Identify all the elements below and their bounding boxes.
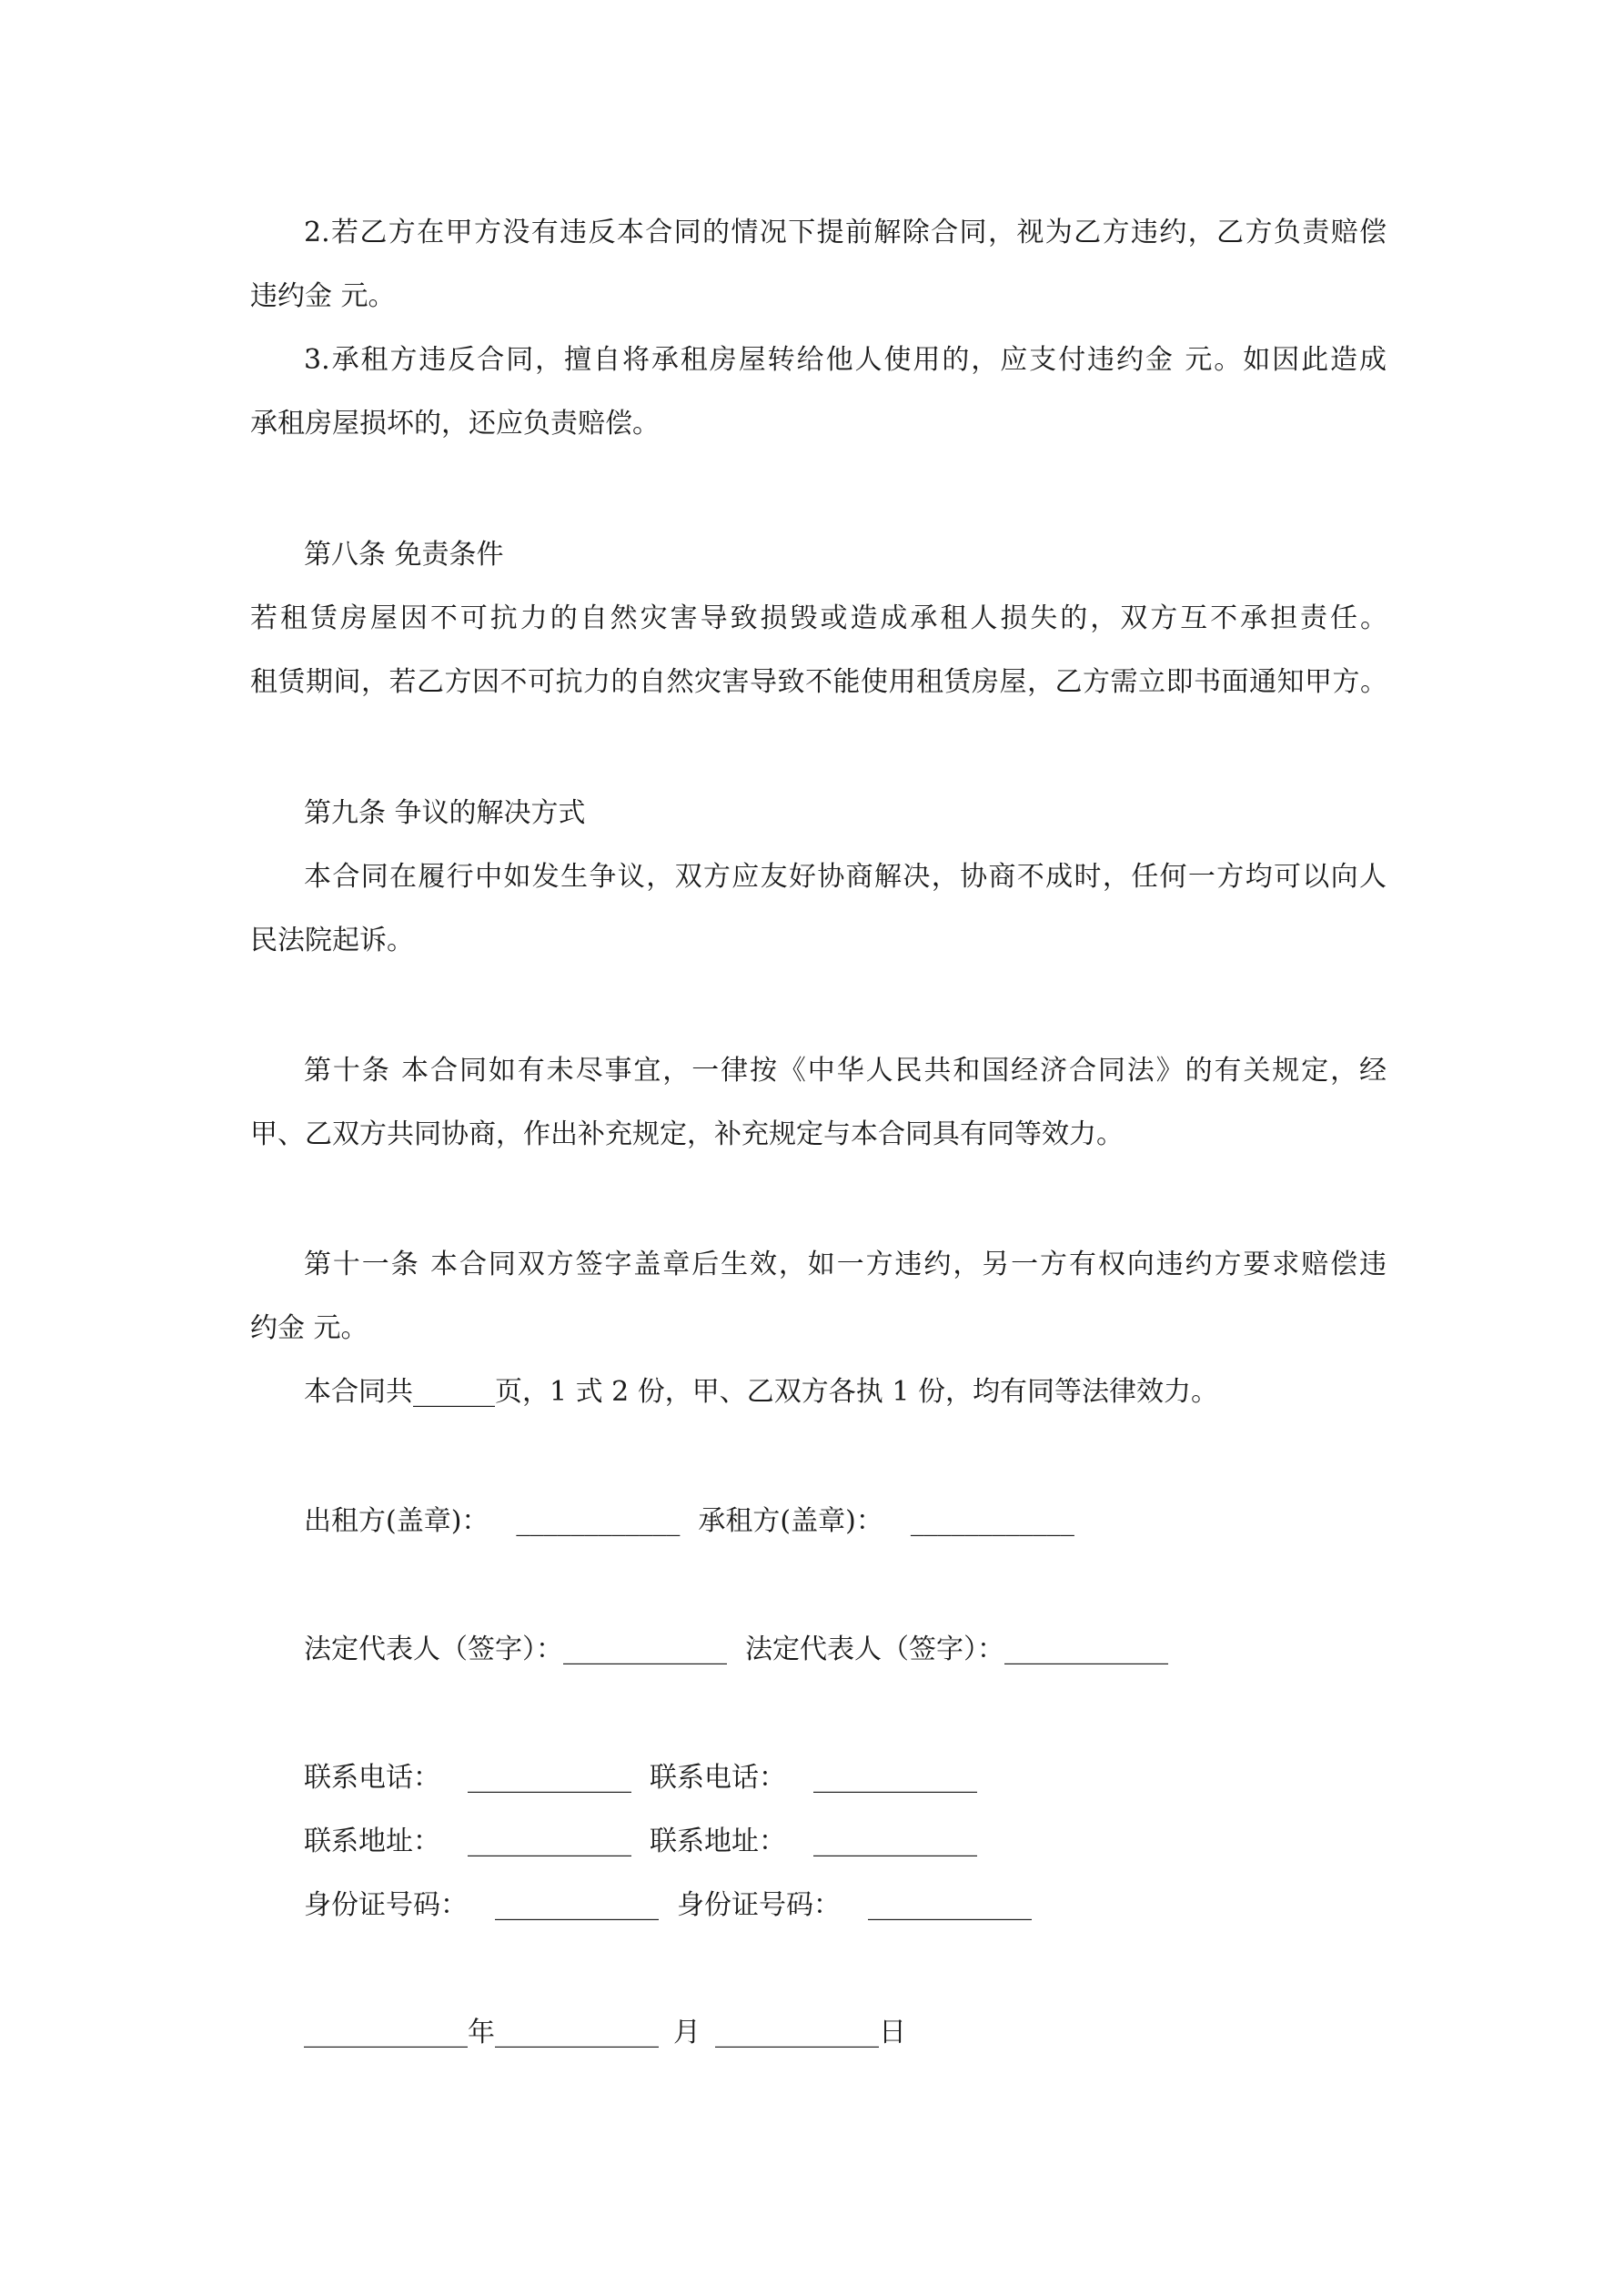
id-row [304,1887,1032,1924]
id-right-blank: ____________ [868,1889,1032,1921]
phone-right-blank: ____________ [813,1762,977,1794]
clause11-line2: 约金 元。 [250,1312,368,1344]
id-left-blank: ____________ [495,1889,659,1921]
month-blank: ____________ [495,2017,659,2048]
addr-left-label: 联系地址： [304,1826,440,1857]
addr-right-blank: ____________ [813,1826,977,1857]
clause10-line1: 第十条 本合同如有未尽事宜，一律按《中华人民共和国经济合同法》的有关规定，经 [304,1055,1387,1087]
clause11-copies: 本合同共______页，1 式 2 份，甲、乙双方各执 1 份，均有同等法律效力。 [304,1376,1218,1408]
lessor-seal-blank: ____________ [516,1505,681,1537]
phone-row [304,1760,977,1796]
addr-right-label: 联系地址： [650,1826,786,1857]
rep-right-blank: ____________ [1004,1633,1168,1665]
lessee-seal-blank: ____________ [910,1505,1074,1537]
phone-right-label: 联系电话： [650,1762,786,1794]
clause7-item3-line2: 承租房屋损坏的，还应负责赔偿。 [250,408,660,440]
clause7-item3-line1: 3.承租方违反合同，擅自将承租房屋转给他人使用的，应支付违约金 元。如因此造成 [304,344,1387,376]
phone-left-label: 联系电话： [304,1762,440,1794]
lessee-seal-label: 承租方(盖章)： [698,1505,883,1537]
clause8-line1: 若租赁房屋因不可抗力的自然灾害导致损毁或造成承租人损失的，双方互不承担责任。 [250,602,1387,634]
clause9-heading: 第九条 争议的解决方式 [304,797,586,829]
addr-left-blank: ____________ [468,1826,631,1857]
representative-row [304,1632,1168,1668]
phone-left-blank: ____________ [468,1762,631,1794]
seal-row [304,1503,1074,1540]
address-row [304,1824,977,1860]
date-row [304,2015,906,2051]
rep-right-label: 法定代表人（签字）： [745,1633,1004,1665]
clause8-line2: 租赁期间，若乙方因不可抗力的自然灾害导致不能使用租赁房屋，乙方需立即书面通知甲方。 [250,666,1387,698]
day-label: 日 [879,2017,906,2048]
clause7-item2-line2: 违约金 元。 [250,280,396,312]
clause10-line2: 甲、乙双方共同协商，作出补充规定，补充规定与本合同具有同等效力。 [250,1118,1124,1150]
clause7-item2-line1: 2.若乙方在甲方没有违反本合同的情况下提前解除合同，视为乙方违约，乙方负责赔偿 [304,217,1387,248]
clause9-line1: 本合同在履行中如发生争议，双方应友好协商解决，协商不成时，任何一方均可以向人 [304,861,1387,893]
rep-left-label: 法定代表人（签字）： [304,1633,563,1665]
day-blank: ____________ [715,2017,879,2048]
year-label: 年 [468,2017,495,2048]
id-right-label: 身份证号码： [677,1889,841,1921]
id-left-label: 身份证号码： [304,1889,468,1921]
month-label: 月 [673,2017,701,2048]
clause11-line1: 第十一条 本合同双方签字盖章后生效，如一方违约，另一方有权向违约方要求赔偿违 [304,1249,1387,1280]
clause9-line2: 民法院起诉。 [250,925,414,956]
rep-left-blank: ____________ [563,1633,727,1665]
year-blank: ____________ [304,2017,468,2048]
lessor-seal-label: 出租方(盖章)： [304,1505,489,1537]
clause8-heading: 第八条 免责条件 [304,539,504,571]
